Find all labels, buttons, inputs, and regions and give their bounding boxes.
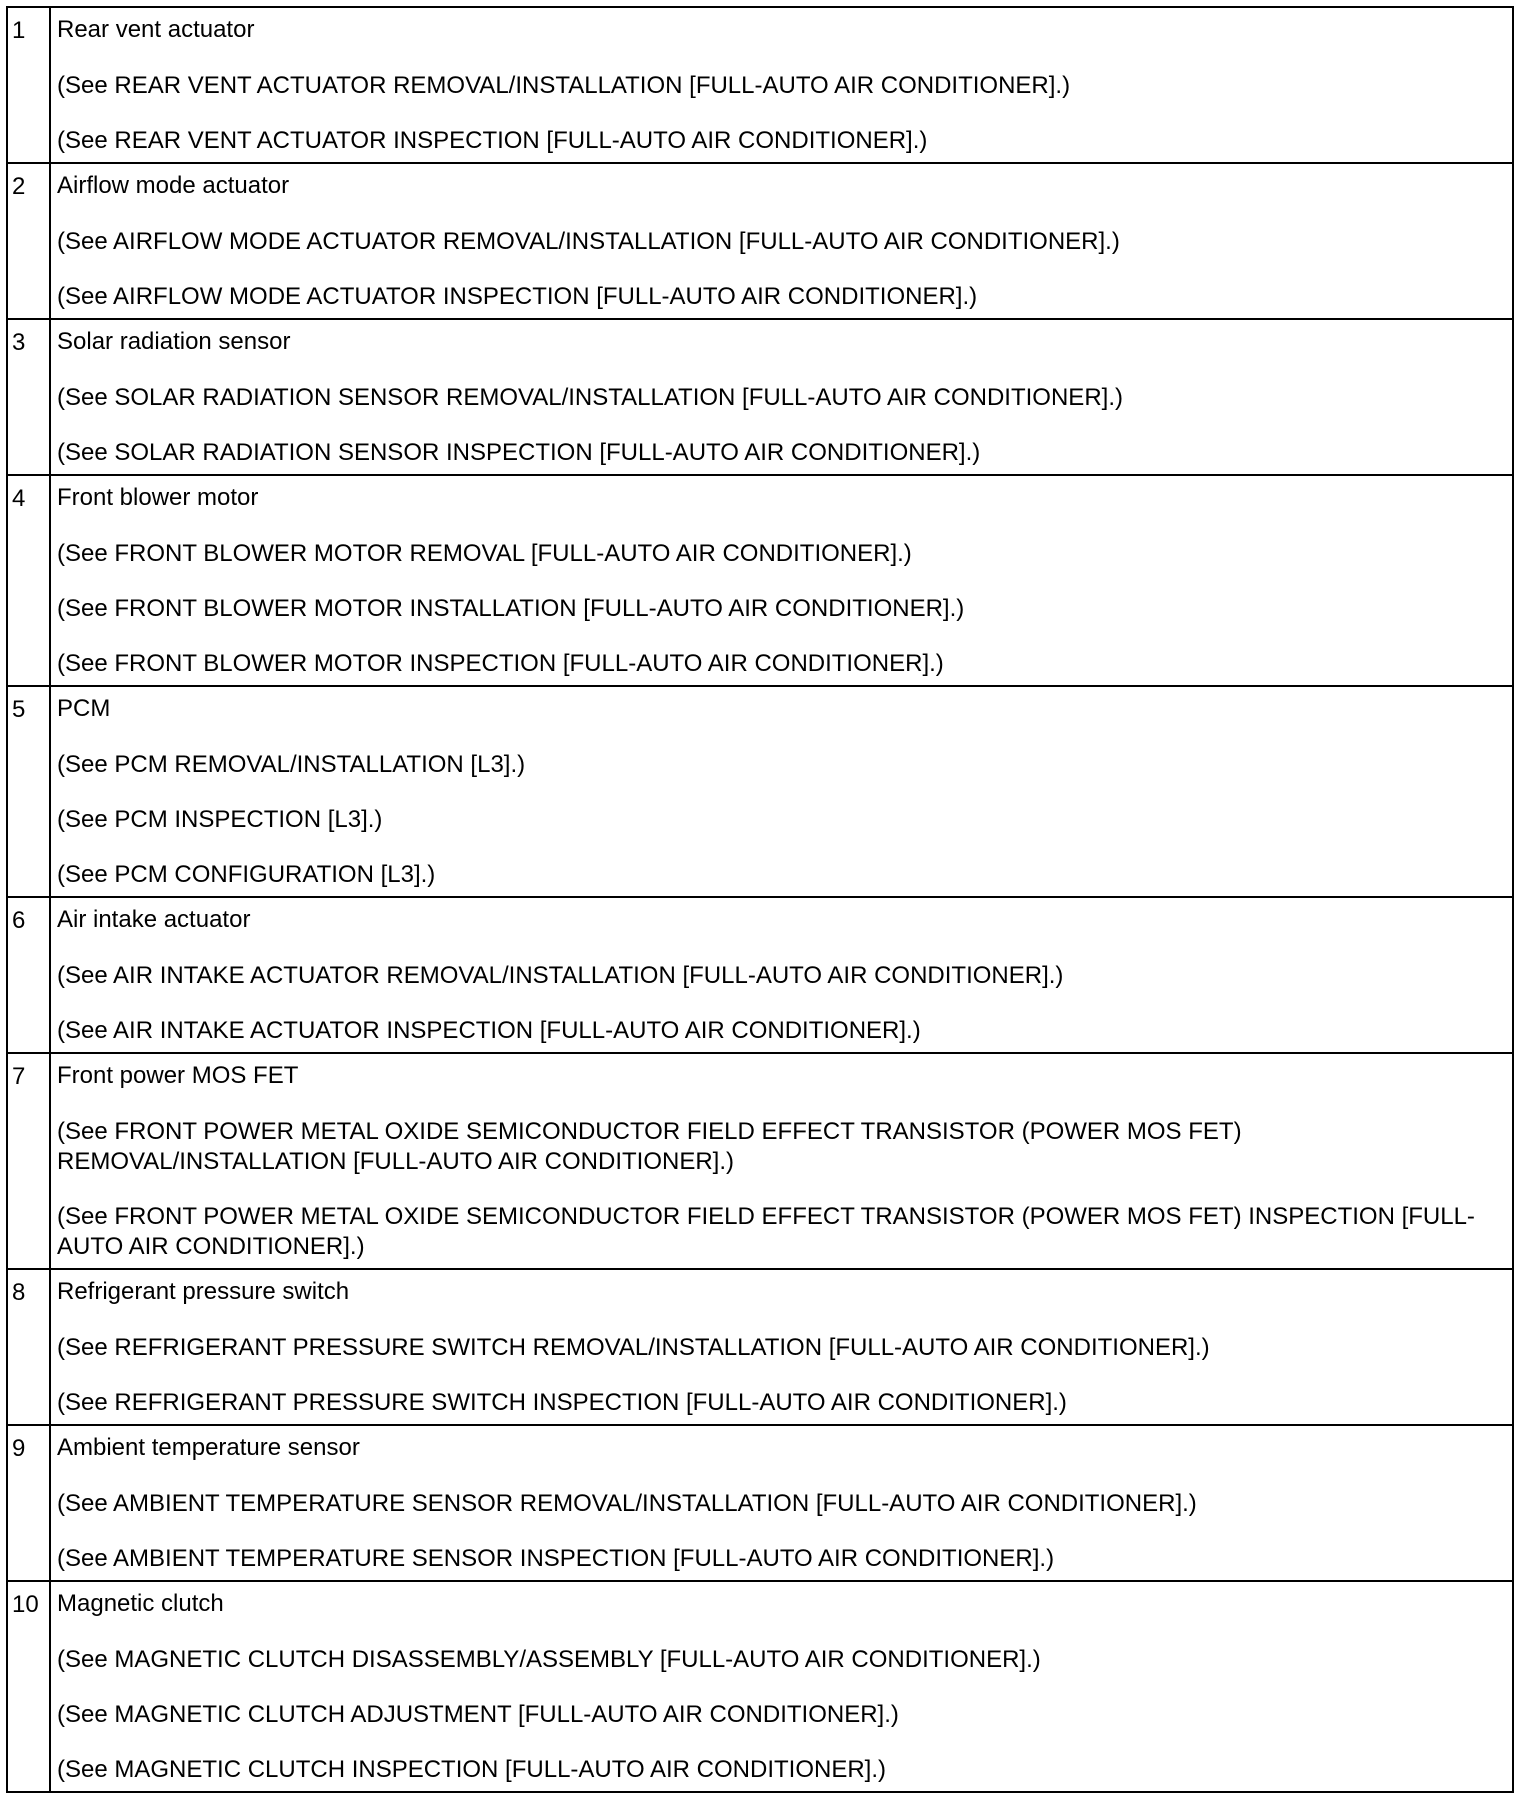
item-title: Ambient temperature sensor bbox=[57, 1434, 360, 1461]
reference-link[interactable]: (See FRONT BLOWER MOTOR INSTALLATION [FULL-AUTO AIR CONDITIONER].) bbox=[57, 595, 965, 622]
reference-link[interactable]: (See REFRIGERANT PRESSURE SWITCH INSPECTION [FULL-AUTO AIR CONDITIONER].) bbox=[57, 1389, 1067, 1416]
reference-link[interactable]: (See PCM REMOVAL/INSTALLATION [L3].) bbox=[57, 751, 526, 778]
reference-link[interactable]: (See SOLAR RADIATION SENSOR INSPECTION [FULL-AUTO AIR CONDITIONER].) bbox=[57, 439, 981, 466]
reference-link[interactable]: (See FRONT POWER METAL OXIDE SEMICONDUCTOR FIELD EFFECT TRANSISTOR (POWER MOS FET) REMOVAL/INSTALLATION [FULL-AUTO AIR CONDITIONER].) bbox=[57, 1118, 1242, 1175]
table-row bbox=[7, 1581, 1513, 1792]
item-title: Refrigerant pressure switch bbox=[57, 1278, 350, 1305]
table-row bbox=[7, 319, 1513, 475]
item-number: 4 bbox=[7, 475, 50, 686]
table-row bbox=[7, 7, 1513, 163]
table-row bbox=[7, 163, 1513, 319]
item-number: 6 bbox=[7, 897, 50, 1053]
reference-link[interactable]: (See SOLAR RADIATION SENSOR REMOVAL/INSTALLATION [FULL-AUTO AIR CONDITIONER].) bbox=[57, 384, 1123, 411]
reference-link[interactable]: (See FRONT BLOWER MOTOR INSPECTION [FULL-AUTO AIR CONDITIONER].) bbox=[57, 650, 944, 677]
item-content bbox=[50, 897, 1513, 1053]
item-number: 10 bbox=[7, 1581, 50, 1792]
item-content bbox=[50, 7, 1513, 163]
reference-link[interactable]: (See AIR INTAKE ACTUATOR REMOVAL/INSTALLATION [FULL-AUTO AIR CONDITIONER].) bbox=[57, 962, 1064, 989]
reference-link[interactable]: (See MAGNETIC CLUTCH ADJUSTMENT [FULL-AUTO AIR CONDITIONER].) bbox=[57, 1701, 899, 1728]
reference-link[interactable]: (See PCM INSPECTION [L3].) bbox=[57, 806, 383, 833]
item-number: 8 bbox=[7, 1269, 50, 1425]
item-title: Front blower motor bbox=[57, 484, 259, 511]
item-title: PCM bbox=[57, 695, 111, 722]
item-title: Airflow mode actuator bbox=[57, 172, 290, 199]
item-content bbox=[50, 475, 1513, 686]
item-title: Air intake actuator bbox=[57, 906, 251, 933]
reference-link[interactable]: (See AMBIENT TEMPERATURE SENSOR REMOVAL/INSTALLATION [FULL-AUTO AIR CONDITIONER].) bbox=[57, 1490, 1197, 1517]
item-content bbox=[50, 1581, 1513, 1792]
item-title: Rear vent actuator bbox=[57, 16, 255, 43]
table-row bbox=[7, 1053, 1513, 1269]
item-number: 3 bbox=[7, 319, 50, 475]
reference-link[interactable]: (See REAR VENT ACTUATOR REMOVAL/INSTALLATION [FULL-AUTO AIR CONDITIONER].) bbox=[57, 72, 1071, 99]
reference-link[interactable]: (See AIR INTAKE ACTUATOR INSPECTION [FULL-AUTO AIR CONDITIONER].) bbox=[57, 1017, 921, 1044]
reference-link[interactable]: (See MAGNETIC CLUTCH DISASSEMBLY/ASSEMBLY [FULL-AUTO AIR CONDITIONER].) bbox=[57, 1646, 1041, 1673]
item-content bbox=[50, 686, 1513, 897]
table-body bbox=[7, 7, 1513, 1792]
reference-link[interactable]: (See AMBIENT TEMPERATURE SENSOR INSPECTION [FULL-AUTO AIR CONDITIONER].) bbox=[57, 1545, 1055, 1572]
item-number: 7 bbox=[7, 1053, 50, 1269]
reference-link[interactable]: (See FRONT POWER METAL OXIDE SEMICONDUCTOR FIELD EFFECT TRANSISTOR (POWER MOS FET) INSPECTION [FULL-AUTO AIR CONDITIONER].) bbox=[57, 1203, 1475, 1260]
reference-link[interactable]: (See PCM CONFIGURATION [L3].) bbox=[57, 861, 436, 888]
item-content bbox=[50, 1269, 1513, 1425]
reference-link[interactable]: (See AIRFLOW MODE ACTUATOR REMOVAL/INSTALLATION [FULL-AUTO AIR CONDITIONER].) bbox=[57, 228, 1120, 255]
reference-link[interactable]: (See FRONT BLOWER MOTOR REMOVAL [FULL-AUTO AIR CONDITIONER].) bbox=[57, 540, 912, 567]
item-number: 9 bbox=[7, 1425, 50, 1581]
item-title: Magnetic clutch bbox=[57, 1590, 224, 1617]
item-content bbox=[50, 1053, 1513, 1269]
table-row bbox=[7, 1269, 1513, 1425]
table-row bbox=[7, 686, 1513, 897]
table-row bbox=[7, 897, 1513, 1053]
component-reference-table bbox=[6, 6, 1514, 1793]
item-title: Solar radiation sensor bbox=[57, 328, 291, 355]
reference-link[interactable]: (See REFRIGERANT PRESSURE SWITCH REMOVAL/INSTALLATION [FULL-AUTO AIR CONDITIONER].) bbox=[57, 1334, 1210, 1361]
item-number: 1 bbox=[7, 7, 50, 163]
table-row bbox=[7, 475, 1513, 686]
table-row bbox=[7, 1425, 1513, 1581]
reference-link[interactable]: (See REAR VENT ACTUATOR INSPECTION [FULL-AUTO AIR CONDITIONER].) bbox=[57, 127, 928, 154]
item-content bbox=[50, 1425, 1513, 1581]
item-title: Front power MOS FET bbox=[57, 1062, 299, 1089]
reference-link[interactable]: (See AIRFLOW MODE ACTUATOR INSPECTION [FULL-AUTO AIR CONDITIONER].) bbox=[57, 283, 978, 310]
reference-link[interactable]: (See MAGNETIC CLUTCH INSPECTION [FULL-AUTO AIR CONDITIONER].) bbox=[57, 1756, 886, 1783]
item-content bbox=[50, 319, 1513, 475]
item-content bbox=[50, 163, 1513, 319]
item-number: 2 bbox=[7, 163, 50, 319]
item-number: 5 bbox=[7, 686, 50, 897]
component-reference-sheet bbox=[6, 6, 1514, 1793]
